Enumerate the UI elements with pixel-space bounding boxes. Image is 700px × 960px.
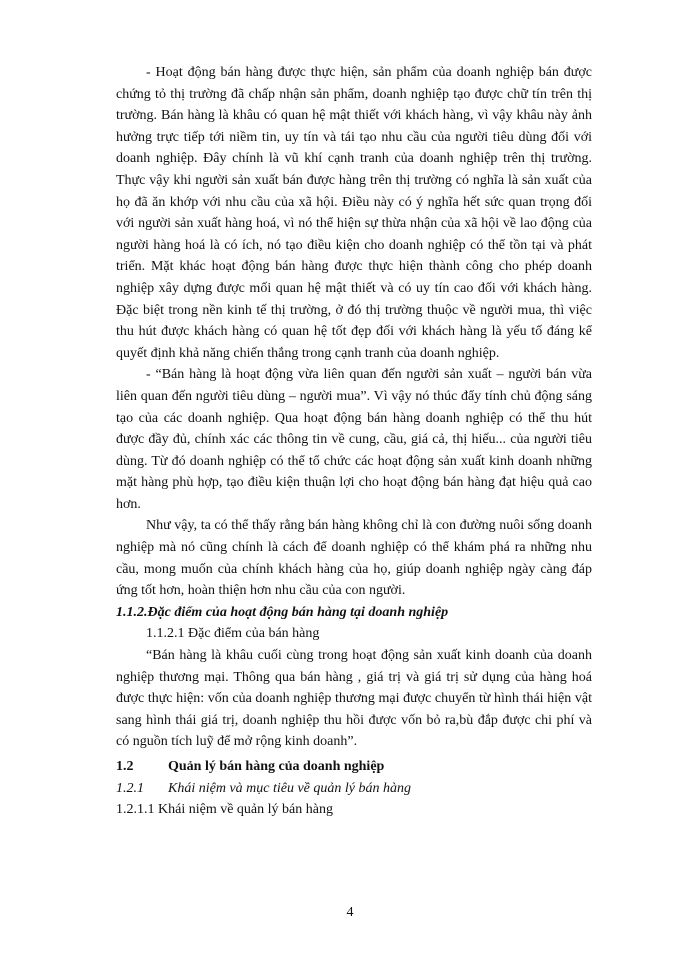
heading-1-2-1-text: Khái niệm và mục tiêu về quản lý bán hàng [168, 780, 412, 796]
heading-1-1-2: 1.1.2.Đặc điểm của hoạt động bán hàng tại doanh nghiệp [116, 604, 449, 620]
heading-1-2-1 [116, 778, 592, 800]
paragraph-sales-definition: - “Bán hàng là hoạt động vừa liên quan đến người sản xuất – người bán vừa liên quan đến người tiêu dùng – người mua”. Vì vậy nó thúc đẩy tính chủ động sáng tạo của các doanh nghiệp. Qua hoạt động bán hàng doanh nghiệp có thể thu hút được đầy đủ, chính xác các thông tin về cung, cầu, giá cả, thị hiếu... của người tiêu dùng. Từ đó doanh nghiệp có thể tổ chức các hoạt động sản xuất kinh doanh những mặt hàng phù hợp, tạo điều kiện thuận lợi cho hoạt động bán hàng đạt hiệu quả cao hơn. [116, 367, 592, 512]
paragraph-conclusion: Như vậy, ta có thể thấy rằng bán hàng không chỉ là con đường nuôi sống doanh nghiệp mà nó cũng chính là cách để doanh nghiệp có thể khám phá ra những nhu cầu, mong muốn của chính khách hàng của họ, giúp doanh nghiệp ngày càng đáp ứng tốt hơn, hoàn thiện hơn nhu cầu của con người. [116, 518, 592, 599]
document-page [116, 62, 592, 821]
heading-1-1-2-1: 1.1.2.1 Đặc điểm của bán hàng [146, 626, 320, 642]
heading-1-2 [116, 756, 592, 778]
heading-1-2-text: Quản lý bán hàng của doanh nghiệp [168, 759, 385, 774]
heading-1-2-1-number: 1.2.1 [116, 780, 144, 796]
heading-1-2-number: 1.2 [116, 759, 134, 774]
paragraph-sales-role: - Hoạt động bán hàng được thực hiện, sản phẩm của doanh nghiệp bán được chứng tỏ thị trường đã chấp nhận sản phẩm, doanh nghiệp tạo được chữ tín trên thị trường. Bán hàng là khâu có quan hệ mật thiết với khách hàng, vì vậy khâu này ảnh hưởng trực tiếp tới niềm tin, uy tín và tái tạo nhu cầu của người tiêu dùng đối với doanh nghiệp. Đây chính là vũ khí cạnh tranh của doanh nghiệp trên thị trường. Thực vậy khi người sản xuất bán được hàng trên thị trường có nghĩa là sản xuất của họ đã ăn khớp với nhu cầu của xã hội. Điều này có ý nghĩa hết sức quan trọng đối với người sản xuất hàng hoá, vì nó thể hiện sự thừa nhận của xã hội về lao động của người hàng hoá là có ích, nó tạo điều kiện cho doanh nghiệp có thể tồn tại và phát triển. Mặt khác hoạt động bán hàng được thực hiện thành công cho phép doanh nghiệp xây dựng được mối quan hệ mật thiết và có uy tín cao đối với khách hàng. Đặc biệt trong nền kinh tế thị trường, ở đó thị trường thuộc về người mua, thì việc thu hút được khách hàng có quan hệ tốt đẹp đối với khách hàng là yếu tố đáng kể quyết định khả năng chiến thắng trong cạnh tranh của doanh nghiệp. [116, 65, 592, 361]
heading-1-2-1-1: 1.2.1.1 Khái niệm về quản lý bán hàng [116, 802, 333, 818]
page-number: 4 [346, 905, 354, 920]
paragraph-sales-characteristics: “Bán hàng là khâu cuối cùng trong hoạt động sản xuất kinh doanh của doanh nghiệp thương mại. Thông qua bán hàng , giá trị và giá trị sử dụng của hàng hoá được thực hiện: vốn của doanh nghiệp thương mại được chuyển từ hình thái hiện vật sang hình thái giá trị, doanh nghiệp thu hồi được vốn bỏ ra,bù đắp được chi phí và có nguồn tích luỹ để mở rộng kinh doanh”. [116, 648, 592, 750]
